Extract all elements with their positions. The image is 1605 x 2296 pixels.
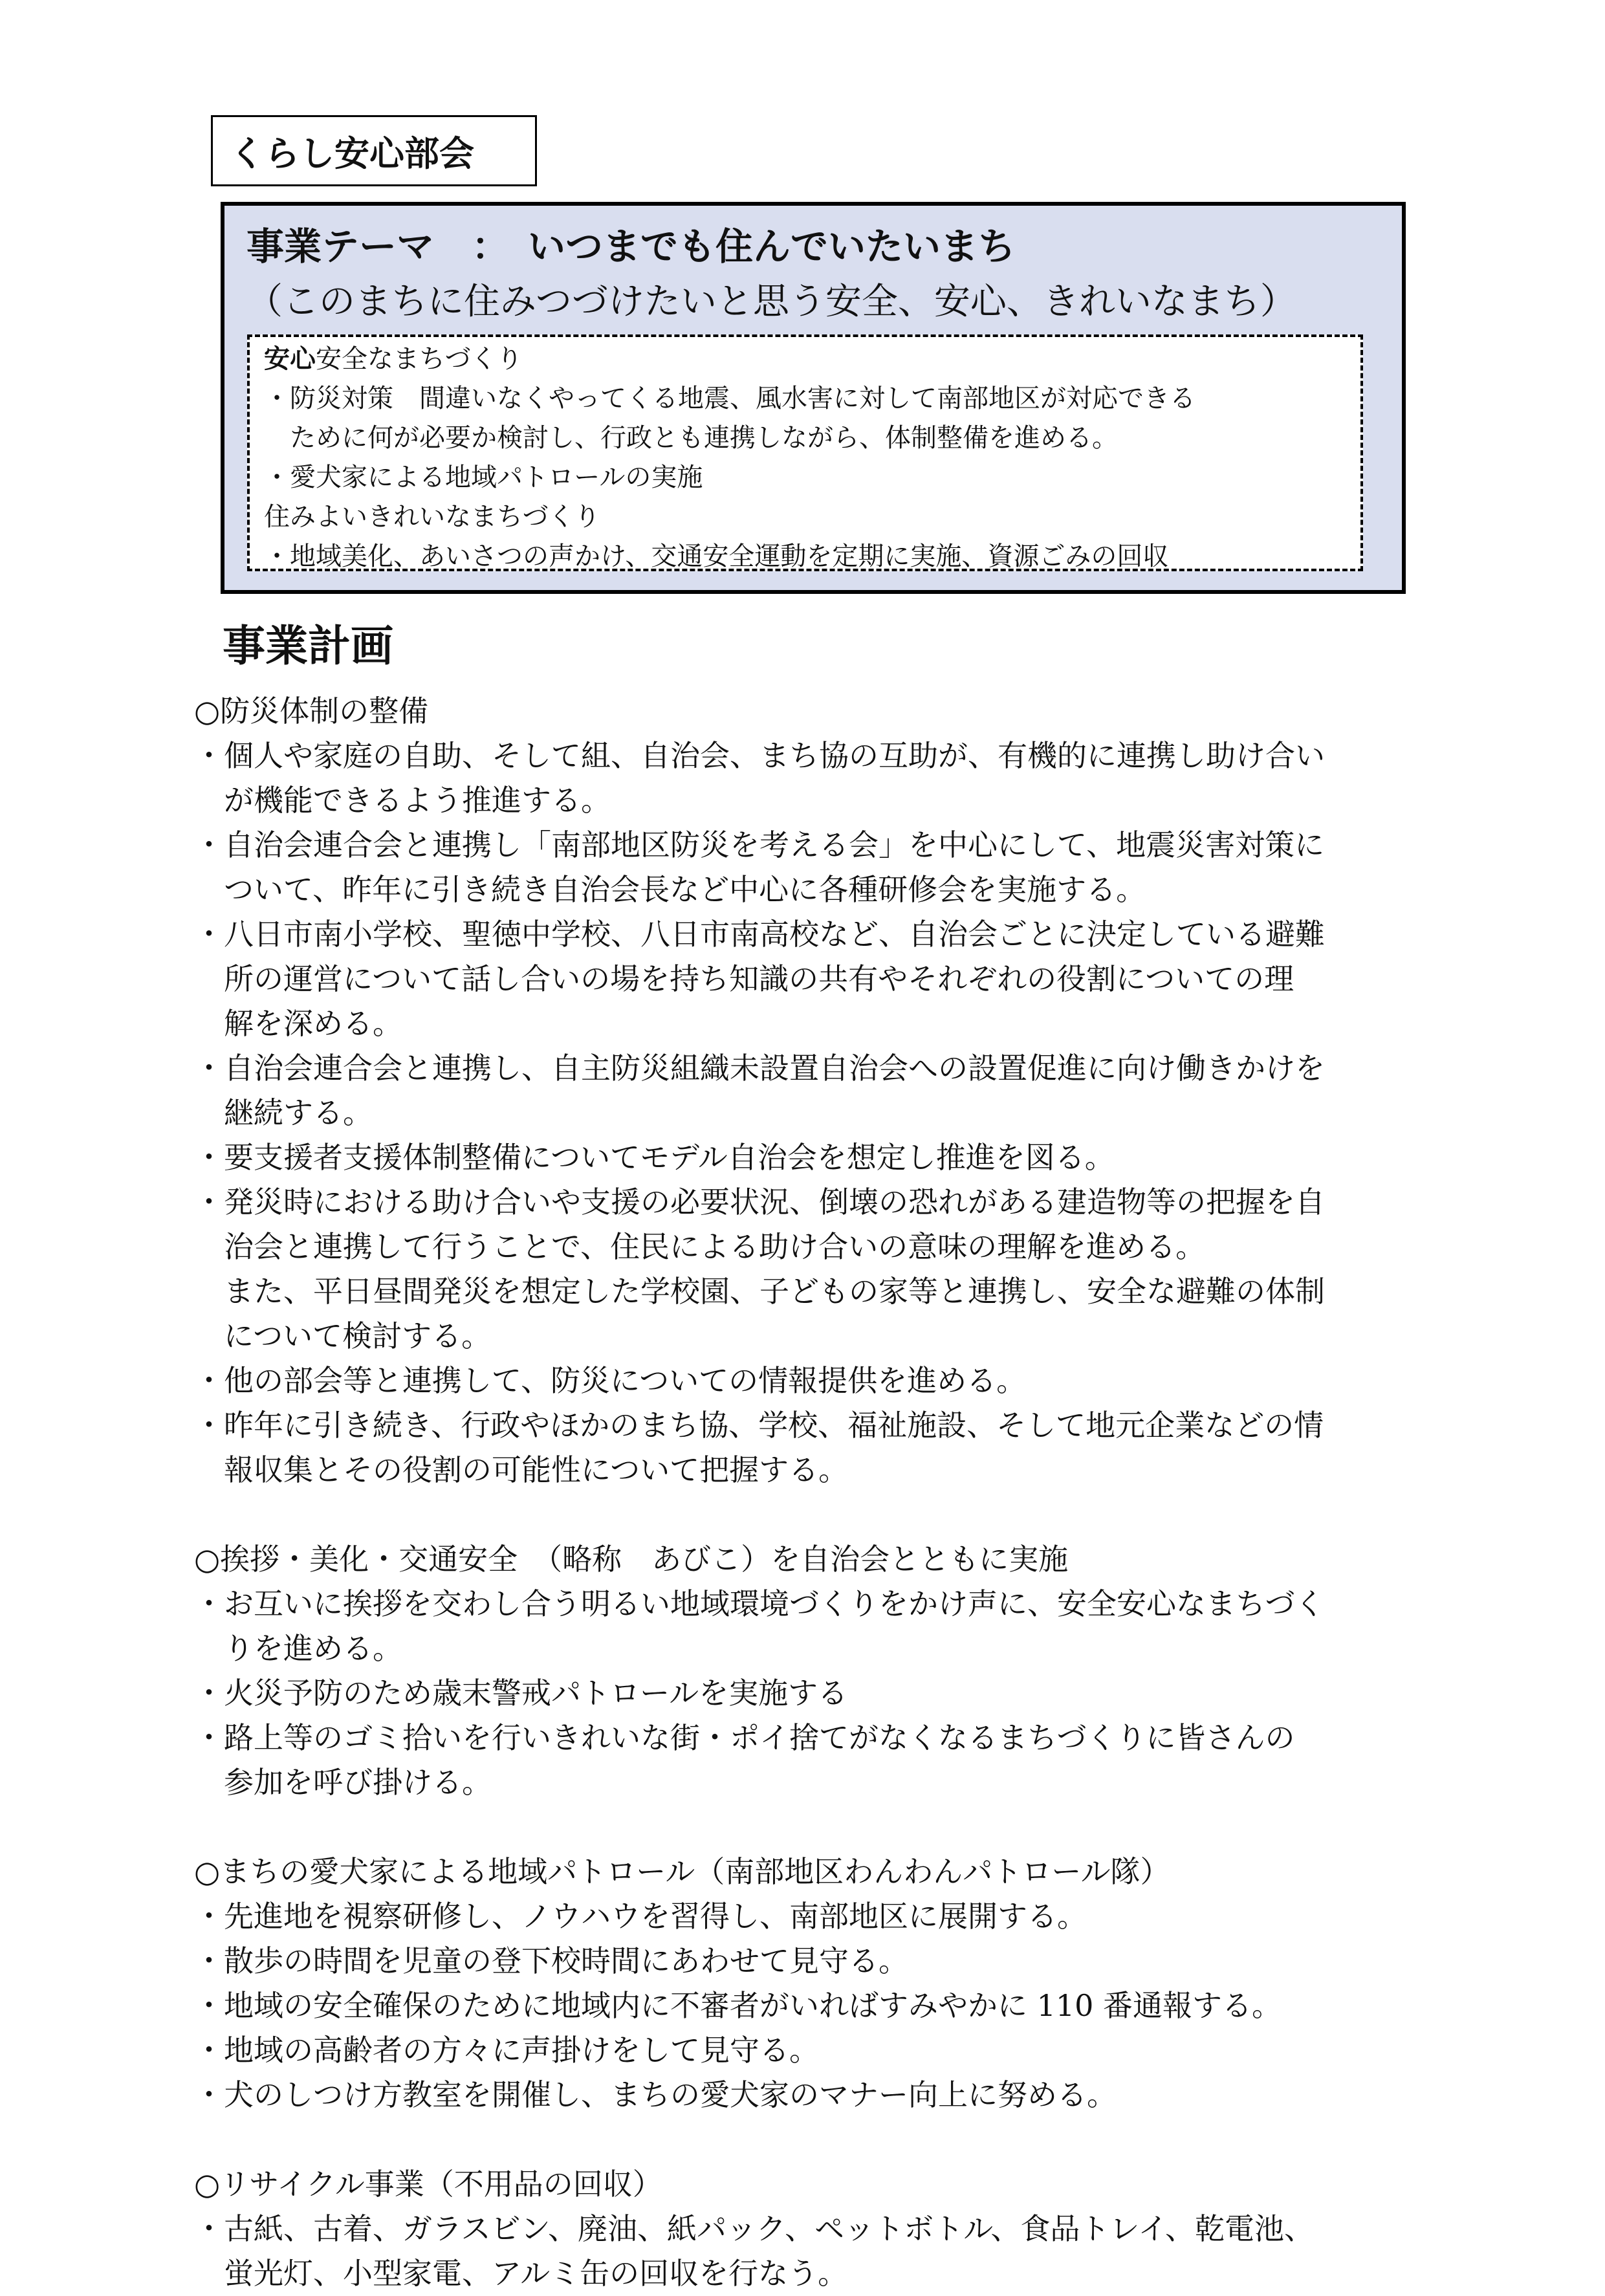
plan-line: りを進める。 (224, 1631, 402, 1666)
plan-line: 蛍光灯、小型家電、アルミ缶の回収を行なう。 (224, 2256, 848, 2291)
plan-line: 継続する。 (224, 1095, 373, 1130)
plan-line: 報収集とその役割の可能性について把握する。 (224, 1452, 849, 1487)
theme-summary-box (247, 334, 1363, 571)
section-heading: ○防災体制の整備 (194, 694, 429, 728)
plan-line: ・散歩の時間を児童の登下校時間にあわせて見守る。 (194, 1943, 908, 1978)
plan-line: 治会と連携して行うことで、住民による助け合いの意味の理解を進める。 (224, 1229, 1206, 1264)
plan-line: ・先進地を視察研修し、ノウハウを習得し、南部地区に展開する。 (194, 1899, 1087, 1934)
plan-line: ・八日市南小学校、聖徳中学校、八日市南高校など、自治会ごとに決定している避難 (194, 917, 1325, 952)
summary-line-text: 安全なまちづくり (316, 344, 523, 374)
plan-line: が機能できるよう推進する。 (224, 783, 611, 818)
summary-line: ・愛犬家による地域パトロールの実施 (264, 463, 703, 492)
plan-line: について検討する。 (224, 1318, 492, 1353)
section-gap (194, 1492, 1443, 1537)
plan-line: ・火災予防のため歳末警戒パトロールを実施する (194, 1676, 848, 1711)
section-gap (194, 1805, 1443, 1850)
plan-line: ・他の部会等と連携して、防災についての情報提供を進める。 (194, 1363, 1027, 1398)
plan-line: 参加を呼び掛ける。 (224, 1765, 492, 1800)
plan-line: ・要支援者支援体制整備についてモデル自治会を想定し推進を図る。 (194, 1140, 1115, 1175)
section-heading: ○挨拶・美化・交通安全 （略称 あびこ）を自治会とともに実施 (194, 1542, 1069, 1577)
section-gap (194, 2117, 1443, 2162)
plan-line: ・地域の高齢者の方々に声掛けをして見守る。 (194, 2033, 819, 2068)
theme-box (221, 202, 1406, 594)
plan-line: ついて、昨年に引き続き自治会長など中心に各種研修会を実施する。 (224, 872, 1146, 907)
plan-line: ・お互いに挨拶を交わし合う明るい地域環境づくりをかけ声に、安全安心なまちづく (194, 1586, 1325, 1621)
plan-line: ・自治会連合会と連携し、自主防災組織未設置自治会への設置促進に向け働きかけを (194, 1051, 1325, 1086)
plan-line: ・昨年に引き続き、行政やほかのまち協、学校、福祉施設、そして地元企業などの情 (194, 1408, 1324, 1443)
plan-line: 所の運営について話し合いの場を持ち知識の共有やそれぞれの役割についての理 (224, 961, 1294, 996)
plan-line: ・個人や家庭の自助、そして組、自治会、まち協の互助が、有機的に連携し助け合い (194, 738, 1325, 773)
plan-line: ・自治会連合会と連携し「南部地区防災を考える会」を中心にして、地震災害対策に (194, 827, 1325, 862)
summary-line: ために何が必要か検討し、行政とも連携しながら、体制整備を進める。 (290, 423, 1118, 453)
summary-line: ・防災対策 間違いなくやってくる地震、風水害に対して南部地区が対応できる (264, 384, 1196, 413)
summary-line: ・地域美化、あいさつの声かけ、交通安全運動を定期に実施、資源ごみの回収 (264, 541, 1169, 571)
plan-line: ・地域の安全確保のために地域内に不審者がいればすみやかに 110 番通報する。 (194, 1988, 1282, 2023)
plan-line: ・発災時における助け合いや支援の必要状況、倒壊の恐れがある建造物等の把握を自 (194, 1185, 1325, 1219)
section-title: くらし安心部会 (230, 133, 474, 174)
theme-subtitle: （このまちに住みつづけたいと思う安全、安心、きれいなまち） (246, 281, 1296, 323)
plan-line: また、平日昼間発災を想定した学校園、子どもの家等と連携し、安全な避難の体制 (224, 1274, 1325, 1309)
section-heading: ○リサイクル事業（不用品の回収） (194, 2167, 662, 2202)
summary-lead: 安心 (264, 344, 316, 374)
plan-line: ・路上等のゴミ拾いを行いきれいな街・ポイ捨てがなくなるまちづくりに皆さんの (194, 1720, 1295, 1755)
summary-line (264, 340, 1360, 379)
plan-line: ・犬のしつけ方教室を開催し、まちの愛犬家のマナー向上に努める。 (194, 2077, 1117, 2112)
theme-title: 事業テーマ ： いつまでも住んでいたいまち (246, 224, 1016, 268)
plan-line: 解を深める。 (224, 1006, 402, 1041)
plan-heading: 事業計画 (223, 621, 393, 671)
plan-body (194, 689, 1443, 2296)
summary-line: 住みよいきれいなまちづくり (264, 502, 600, 532)
section-heading: ○まちの愛犬家による地域パトロール（南部地区わんわんパトロール隊） (194, 1854, 1170, 1889)
section-title-box (211, 115, 537, 186)
plan-line: ・古紙、古着、ガラスビン、廃油、紙パック、ペットボトル、食品トレイ、乾電池、 (194, 2211, 1314, 2246)
